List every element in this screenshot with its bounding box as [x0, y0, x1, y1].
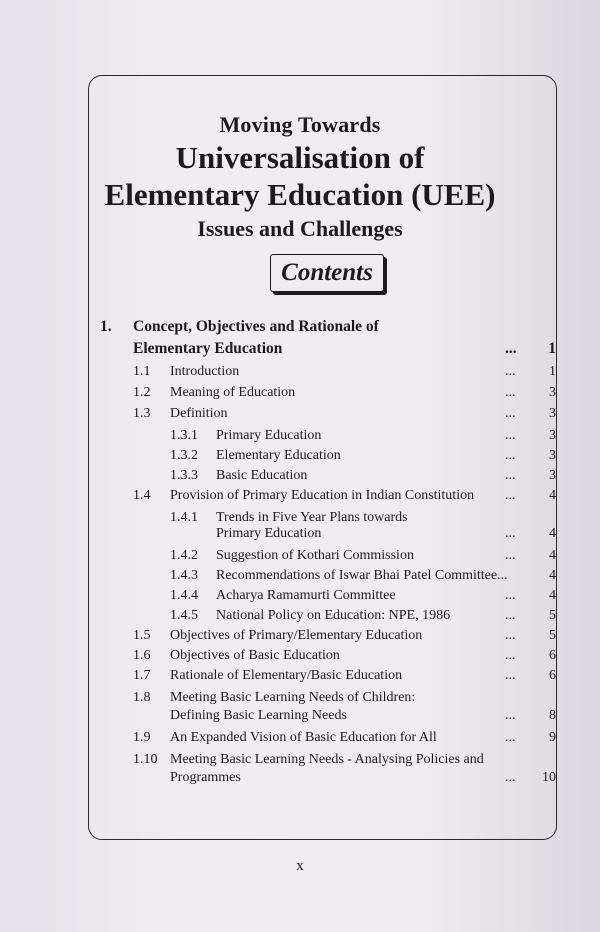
toc-entry-leader: ... [505, 428, 516, 443]
toc-entry-page: 3 [549, 385, 556, 400]
toc-entry-leader: ... [505, 548, 516, 563]
toc-entry-page: 3 [549, 428, 556, 443]
toc-entry-page: 5 [549, 608, 556, 623]
toc-entry-leader: ... [505, 608, 516, 623]
toc-entry-page: 6 [549, 668, 556, 683]
toc-entry-number: 1.3.3 [170, 468, 198, 483]
toc-entry-leader: ... [505, 468, 516, 483]
toc-entry-page: 1 [548, 340, 556, 357]
toc-entry-leader: ... [505, 448, 516, 463]
toc-entry-number: 1. [100, 318, 112, 335]
toc-entry-page: 3 [549, 406, 556, 421]
toc-entry-page: 4 [549, 548, 556, 563]
toc-entry-leader: ... [505, 406, 516, 421]
title-line-1: Moving Towards [219, 112, 381, 137]
toc-entry-leader: ... [505, 648, 516, 663]
toc-entry-leader: ... [505, 488, 516, 503]
toc-entry-number: 1.4.3 [170, 568, 198, 583]
toc-entry-number: 1.4.5 [170, 608, 198, 623]
toc-entry-number: 1.3.1 [170, 428, 198, 443]
toc-entry-page: 9 [549, 730, 556, 745]
toc-entry-title: An Expanded Vision of Basic Education for All [170, 730, 437, 745]
toc-entry-title: Basic Education [216, 468, 308, 483]
toc-entry-title: Defining Basic Learning Needs [170, 708, 347, 723]
toc-entry-title: Trends in Five Year Plans towards [216, 510, 408, 525]
toc-entry-title: Meeting Basic Learning Needs - Analysing Policies and [170, 752, 484, 767]
toc-entry-leader: ... [505, 385, 516, 400]
toc-entry-number: 1.10 [133, 752, 158, 767]
toc-entry-title: Rationale of Elementary/Basic Education [170, 668, 403, 683]
toc-entry-title: Primary Education [216, 526, 322, 541]
toc-entry-title: Meeting Basic Learning Needs of Children: [170, 690, 416, 705]
toc-entry-title: Elementary Education [216, 448, 341, 463]
toc-entry-title: Objectives of Primary/Elementary Education [170, 628, 423, 643]
toc-entry-number: 1.2 [133, 385, 151, 400]
title-line-2: Universalisation of [175, 140, 425, 175]
toc-entry-title: Meaning of Education [170, 385, 296, 400]
toc-entry-page: 3 [549, 448, 556, 463]
toc-entry-title: Acharya Ramamurti Committee [216, 588, 396, 603]
title-line-4: Issues and Challenges [197, 216, 403, 241]
contents-heading: Contents [270, 254, 384, 292]
toc-entry-title: Programmes [170, 770, 241, 785]
toc-entry-title: Recommendations of Iswar Bhai Patel Committee... [216, 568, 508, 583]
toc-entry-page: 3 [549, 468, 556, 483]
toc-entry-page: 4 [549, 588, 556, 603]
toc-entry-page: 6 [549, 648, 556, 663]
toc-entry-title: Concept, Objectives and Rationale of [133, 318, 379, 335]
toc-entry-title: National Policy on Education: NPE, 1986 [216, 608, 451, 623]
toc-entry-number: 1.5 [133, 628, 151, 643]
toc-entry-page: 5 [549, 628, 556, 643]
toc-entry-number: 1.4.2 [170, 548, 198, 563]
toc-entry-number: 1.1 [133, 364, 151, 379]
toc-entry-title: Elementary Education [133, 340, 283, 357]
toc-entry-leader: ... [505, 364, 516, 379]
toc-entry-title: Definition [170, 406, 228, 421]
toc-entry-leader: ... [505, 730, 516, 745]
toc-entry-title: Suggestion of Kothari Commission [216, 548, 414, 563]
toc-entry-title: Provision of Primary Education in Indian Constitution [170, 488, 475, 503]
toc-entry-leader: ... [505, 628, 516, 643]
toc-entry-title: Introduction [170, 364, 240, 379]
toc-entry-page: 10 [542, 770, 556, 785]
toc-entry-number: 1.6 [133, 648, 151, 663]
toc-entry-number: 1.4.1 [170, 510, 198, 525]
toc-entry-number: 1.4 [133, 488, 151, 503]
toc-entry-leader: ... [505, 668, 516, 683]
toc-entry-leader: ... [505, 340, 517, 357]
toc-entry-title: Primary Education [216, 428, 322, 443]
toc-entry-page: 4 [549, 568, 556, 583]
toc-entry-leader: ... [505, 770, 516, 785]
toc-entry-page: 4 [549, 488, 556, 503]
toc-entry-title: Objectives of Basic Education [170, 648, 340, 663]
toc-entry-number: 1.9 [133, 730, 151, 745]
toc-entry-page: 4 [549, 526, 556, 541]
title-line-3: Elementary Education (UEE) [104, 177, 496, 212]
toc-entry-leader: ... [505, 588, 516, 603]
toc-entry-number: 1.3.2 [170, 448, 198, 463]
toc-entry-page: 1 [549, 364, 556, 379]
toc-entry-number: 1.8 [133, 690, 151, 705]
toc-entry-leader: ... [505, 708, 516, 723]
toc-entry-number: 1.3 [133, 406, 151, 421]
toc-entry-number: 1.4.4 [170, 588, 198, 603]
page-number: x [296, 858, 304, 874]
toc-entry-page: 8 [549, 708, 556, 723]
toc-entry-leader: ... [505, 526, 516, 541]
toc-entry-number: 1.7 [133, 668, 151, 683]
